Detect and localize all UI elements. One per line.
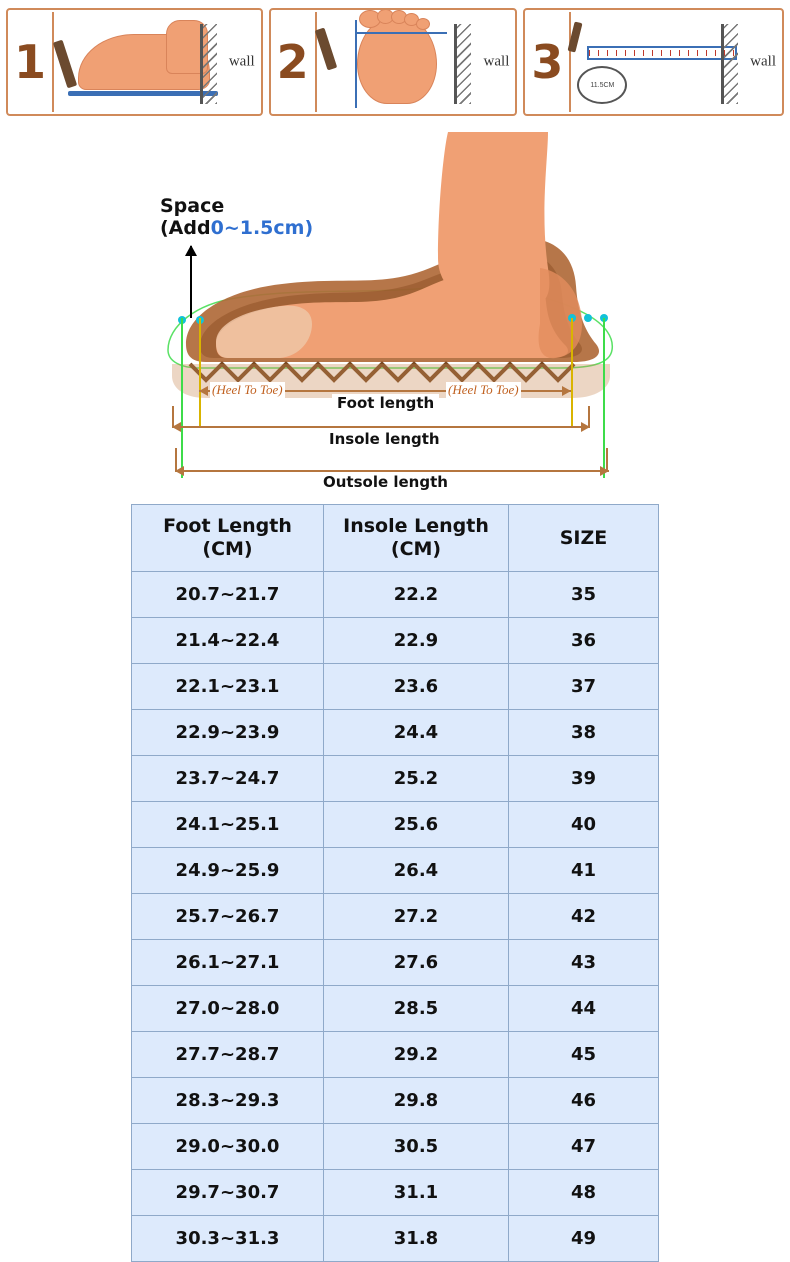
table-body [132, 572, 659, 1262]
cell-size: 47 [509, 1124, 659, 1170]
insole-length-label: Insole length [324, 430, 445, 448]
column-header-insole-length-line2: (CM) [390, 538, 442, 560]
column-header-insole-length-line1: Insole Length [343, 515, 489, 538]
table-row [132, 756, 659, 802]
wall-hatch-icon [200, 24, 217, 104]
cell-foot: 29.0~30.0 [132, 1124, 324, 1170]
toe-icon-5 [416, 18, 430, 30]
space-callout-add: (Add [160, 216, 211, 239]
cell-foot: 28.3~29.3 [132, 1078, 324, 1124]
cell-foot: 24.9~25.9 [132, 848, 324, 894]
step-3-number: 3 [531, 35, 564, 89]
cell-foot: 25.7~26.7 [132, 894, 324, 940]
space-arrow-icon [190, 246, 192, 318]
cell-foot: 30.3~31.3 [132, 1216, 324, 1262]
cell-insole: 23.6 [324, 664, 509, 710]
outsole-length-label: Outsole length [318, 473, 453, 491]
cell-insole: 27.6 [324, 940, 509, 986]
cell-size: 38 [509, 710, 659, 756]
cell-insole: 31.8 [324, 1216, 509, 1262]
guide-line-yellow-right [571, 318, 573, 428]
cell-foot: 24.1~25.1 [132, 802, 324, 848]
cell-insole: 30.5 [324, 1124, 509, 1170]
step-panel-2 [269, 8, 518, 116]
space-callout [160, 196, 313, 240]
cell-insole: 29.2 [324, 1032, 509, 1078]
cell-insole: 24.4 [324, 710, 509, 756]
step-1-number: 1 [14, 35, 47, 89]
table-row [132, 1032, 659, 1078]
table-row [132, 618, 659, 664]
cell-size: 40 [509, 802, 659, 848]
cell-foot: 23.7~24.7 [132, 756, 324, 802]
outsole-length-measure-line [175, 470, 609, 472]
table-row [132, 1216, 659, 1262]
cell-insole: 22.2 [324, 572, 509, 618]
table-header-row [132, 505, 659, 572]
table-row [132, 894, 659, 940]
tape-ticks [589, 50, 735, 56]
cell-size: 48 [509, 1170, 659, 1216]
cell-insole: 31.1 [324, 1170, 509, 1216]
cell-foot: 20.7~21.7 [132, 572, 324, 618]
step-1-wall-label: wall [228, 53, 255, 70]
step-2-number: 2 [276, 35, 309, 89]
cell-size: 39 [509, 756, 659, 802]
ruler-icon [53, 40, 77, 89]
table-row [132, 986, 659, 1032]
ruler-icon-2 [314, 27, 336, 70]
foot-measurement-illustration [0, 118, 790, 498]
cell-foot: 29.7~30.7 [132, 1170, 324, 1216]
table-row [132, 572, 659, 618]
table-row [132, 1078, 659, 1124]
cell-insole: 22.9 [324, 618, 509, 664]
step-3-wall-label: wall [750, 53, 776, 70]
wall-hatch-icon-3 [721, 24, 738, 104]
marker-dot-heel-mid [584, 314, 592, 322]
size-table [131, 504, 659, 1262]
table-row [132, 710, 659, 756]
tape-reading: 11.5CM [577, 66, 627, 104]
guide-line-yellow-left [199, 318, 201, 428]
cell-foot: 22.9~23.9 [132, 710, 324, 756]
cell-insole: 27.2 [324, 894, 509, 940]
heel-to-toe-left-label: (Heel To Toe) [212, 382, 283, 397]
floor-line [68, 91, 218, 96]
column-header-foot-length-line2: (CM) [202, 538, 253, 560]
table-row [132, 1170, 659, 1216]
cell-size: 45 [509, 1032, 659, 1078]
space-callout-title: Space [160, 195, 225, 217]
column-header-foot-length [132, 505, 324, 572]
table-row [132, 802, 659, 848]
cell-foot: 21.4~22.4 [132, 618, 324, 664]
size-chart [131, 504, 658, 1262]
cell-size: 46 [509, 1078, 659, 1124]
cell-insole: 25.2 [324, 756, 509, 802]
cell-foot: 27.0~28.0 [132, 986, 324, 1032]
table-row [132, 664, 659, 710]
cell-insole: 28.5 [324, 986, 509, 1032]
cell-size: 36 [509, 618, 659, 664]
cell-size: 37 [509, 664, 659, 710]
cell-insole: 29.8 [324, 1078, 509, 1124]
foot-length-label: Foot length [332, 394, 439, 412]
wall-hatch-icon-2 [454, 24, 471, 104]
table-row [132, 1124, 659, 1170]
cell-insole: 25.6 [324, 802, 509, 848]
cell-size: 42 [509, 894, 659, 940]
cell-size: 43 [509, 940, 659, 986]
cell-size: 49 [509, 1216, 659, 1262]
column-header-insole-length [324, 505, 509, 572]
table-row [132, 940, 659, 986]
cell-foot: 22.1~23.1 [132, 664, 324, 710]
insole-length-measure-line [172, 426, 590, 428]
measurement-steps [6, 8, 784, 116]
step-panel-1 [6, 8, 263, 116]
cell-foot: 26.1~27.1 [132, 940, 324, 986]
space-callout-value: 0~1.5cm) [210, 216, 314, 239]
column-header-size: SIZE [509, 505, 659, 572]
column-header-foot-length-line1: Foot Length [163, 515, 292, 538]
heel-to-toe-right-label: (Heel To Toe) [448, 382, 519, 397]
cell-insole: 26.4 [324, 848, 509, 894]
guide-line-green-left [181, 318, 183, 478]
table-row [132, 848, 659, 894]
cell-size: 35 [509, 572, 659, 618]
cell-foot: 27.7~28.7 [132, 1032, 324, 1078]
step-2-wall-label: wall [483, 53, 510, 70]
guide-line-green-right [603, 318, 605, 478]
cell-size: 44 [509, 986, 659, 1032]
measure-guide-top [355, 32, 447, 34]
cell-size: 41 [509, 848, 659, 894]
step-panel-3 [523, 8, 784, 116]
